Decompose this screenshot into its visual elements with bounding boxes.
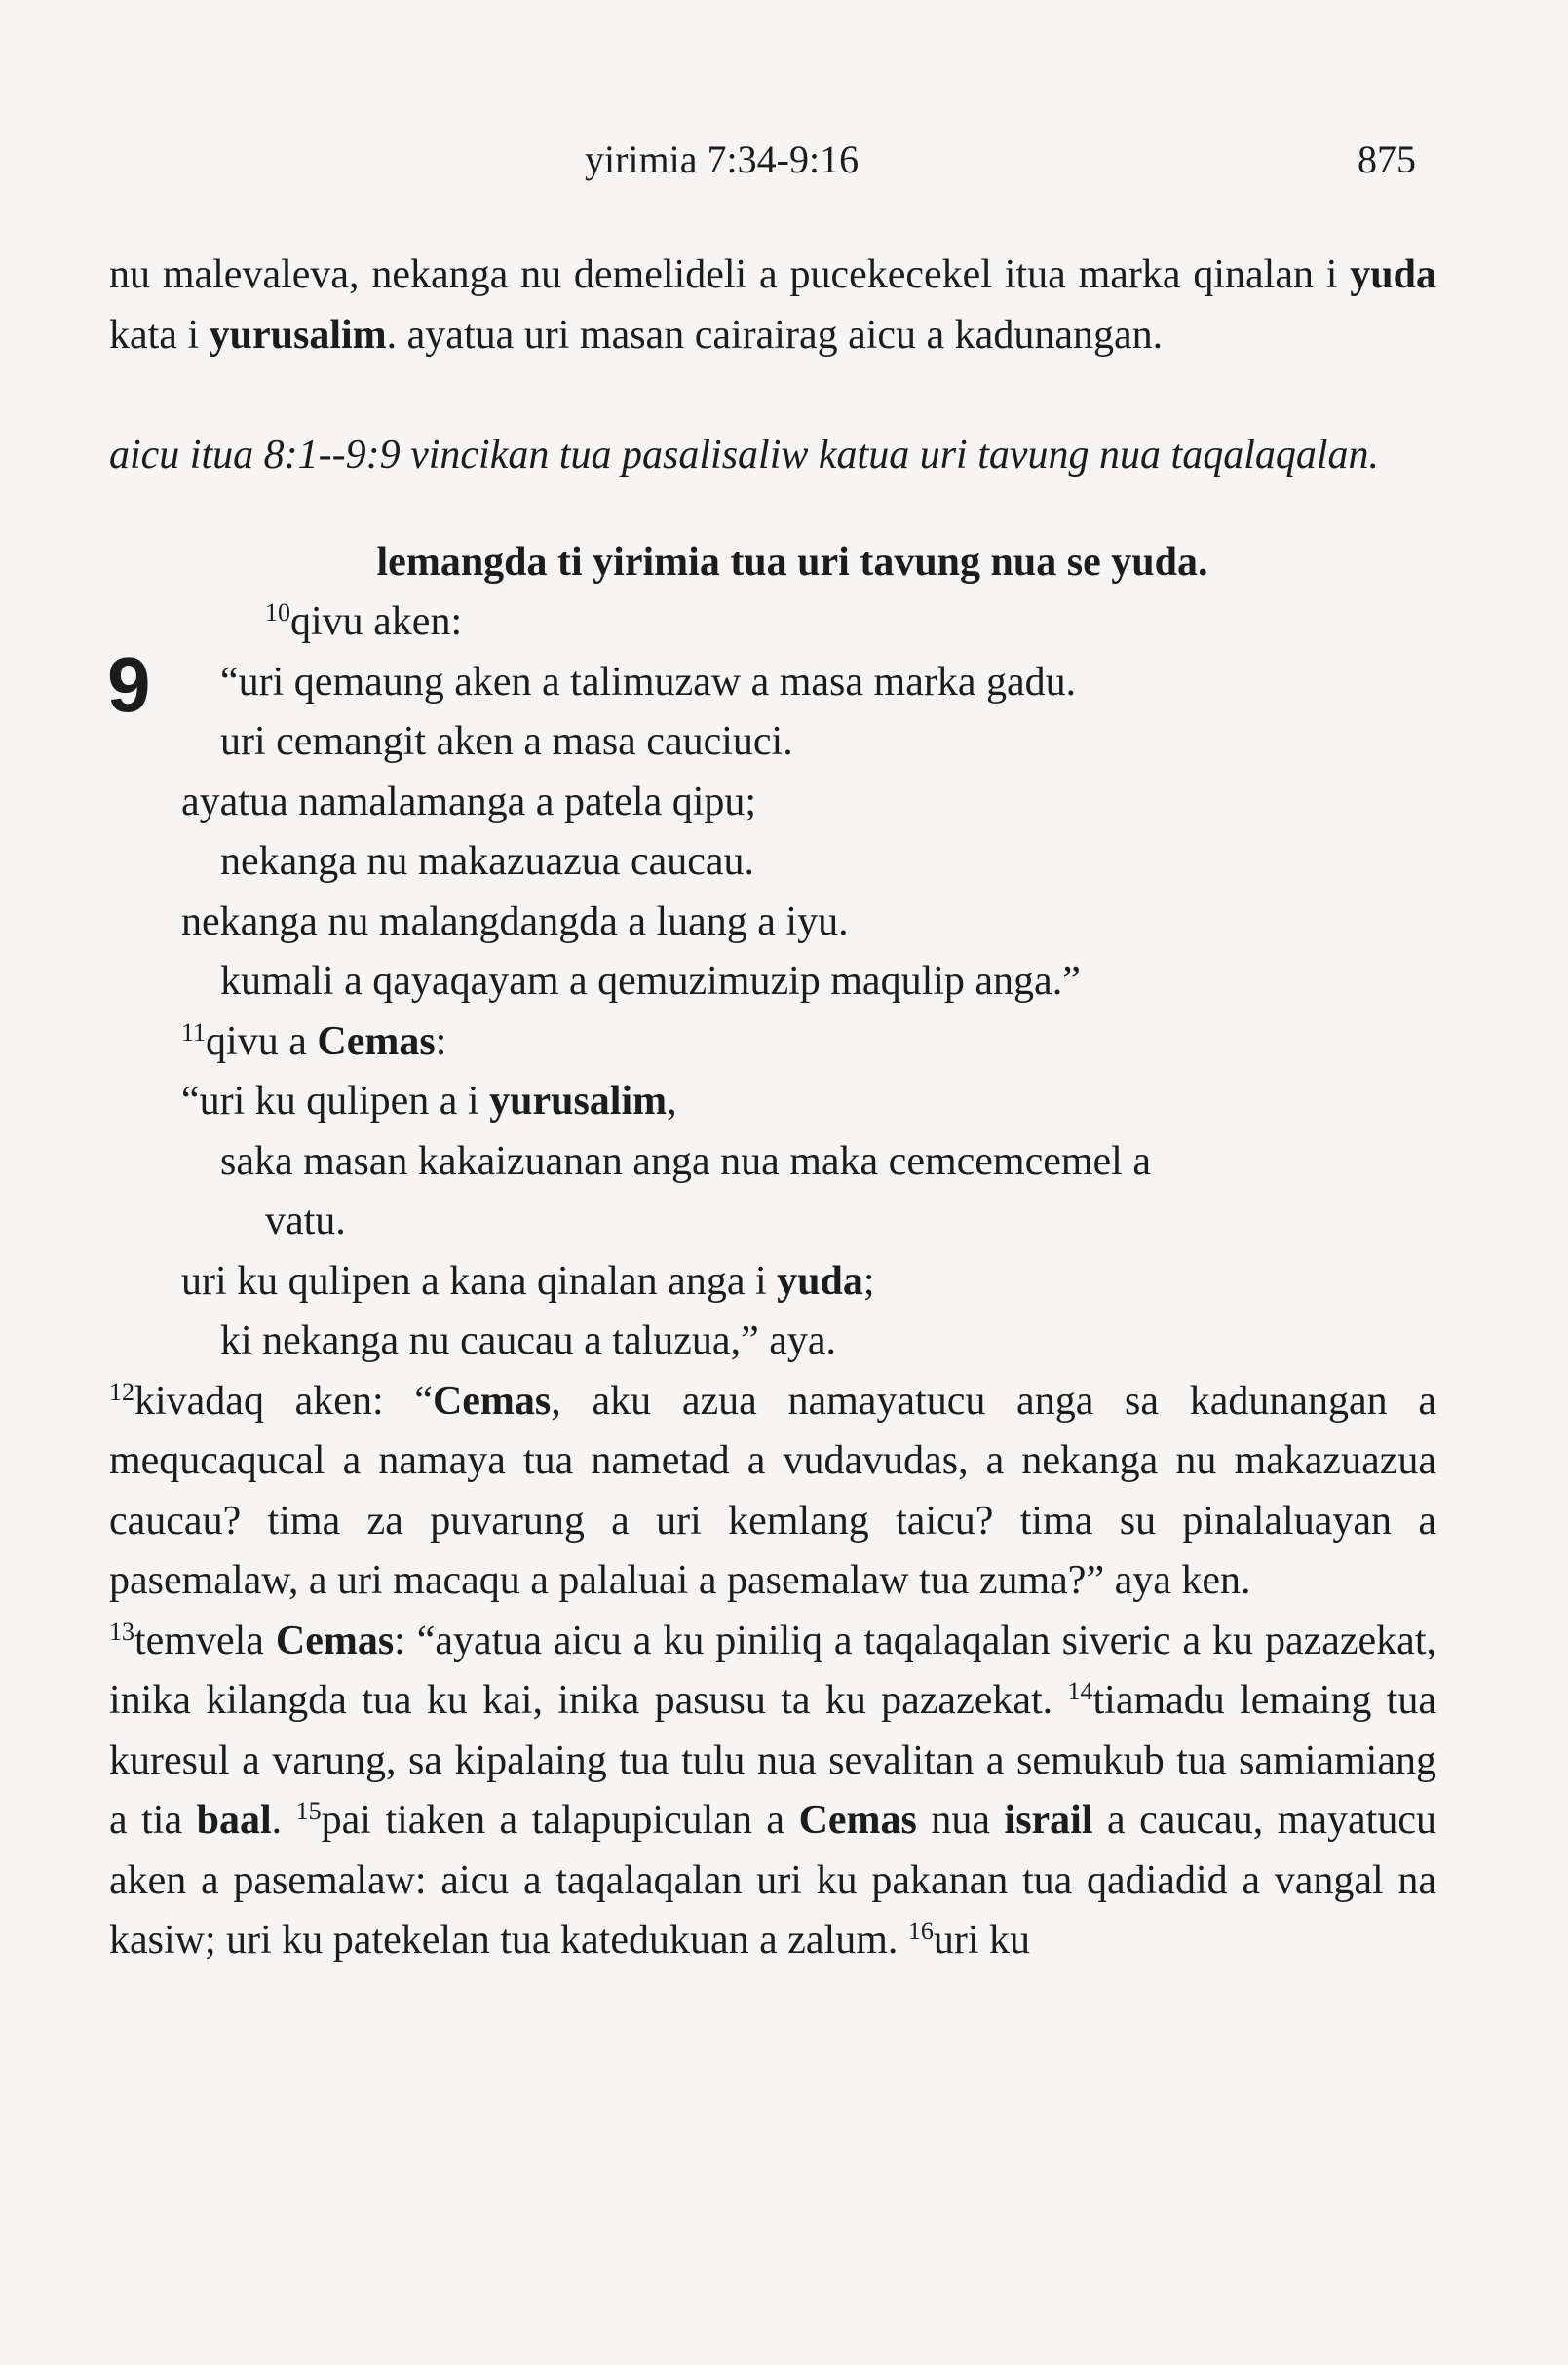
text-run: qivu aken: xyxy=(290,599,463,644)
text-run: “uri ku qulipen a i xyxy=(181,1079,490,1124)
text-run: uri ku qulipen a kana qinalan anga i xyxy=(181,1258,778,1304)
bold-term: Cemas xyxy=(798,1798,917,1843)
spacer xyxy=(109,365,1436,426)
text-run: kivadaq aken: “ xyxy=(134,1378,433,1424)
bold-term: baal xyxy=(196,1798,272,1843)
page-number: 875 xyxy=(1358,137,1416,181)
text-run: . xyxy=(271,1798,296,1843)
poetry-line: “uri qemaung aken a talimuzaw a masa marka gadu. xyxy=(220,659,1077,705)
poetry-line-continuation: vatu. xyxy=(265,1199,346,1243)
spacer xyxy=(109,486,1436,533)
poetry-line: ki nekanga nu caucau a taluzua,” aya. xyxy=(220,1318,836,1363)
verse-number: 15 xyxy=(295,1797,322,1825)
bold-term: yuda xyxy=(777,1258,863,1304)
text-run: uri ku xyxy=(933,1918,1031,1963)
verse-number: 16 xyxy=(907,1917,934,1945)
poetry-line xyxy=(109,1252,1436,1313)
text-run: ; xyxy=(862,1258,875,1304)
text-run: . ayatua uri masan cairairag aicu a kadunangan. xyxy=(386,312,1164,358)
verse-number: 10 xyxy=(265,598,290,627)
bold-term: israil xyxy=(1004,1798,1093,1843)
verse-number: 14 xyxy=(1067,1677,1093,1705)
verse-number: 13 xyxy=(109,1617,134,1646)
poetry-line: nekanga nu makazuazua caucau. xyxy=(220,839,755,884)
section-heading: lemangda ti yirimia tua uri tavung nua se yuda. xyxy=(376,539,1208,585)
running-header xyxy=(0,136,1568,195)
bold-term: Cemas xyxy=(317,1018,436,1064)
text-run: : xyxy=(435,1018,447,1064)
text-run: a caucau, mayatucu aken a pasemalaw: aicu a taqalaqalan uri ku pakanan tua qadiadid a vangal na kasiw; uri ku patekelan tua katedukuan a zalum. xyxy=(109,1798,1436,1963)
poetry-line: ayatua namalamanga a patela qipu; xyxy=(181,779,757,824)
text-run: pai tiaken a talapupiculan a xyxy=(321,1798,799,1843)
verse-12-paragraph xyxy=(109,1372,1436,1612)
poetry-line: nekanga nu malangdangda a luang a iyu. xyxy=(181,898,849,944)
editorial-note: aicu itua 8:1--9:9 vincikan tua pasalisaliw katua uri tavung nua taqalaqalan. xyxy=(109,433,1380,477)
text-run: temvela xyxy=(134,1618,276,1663)
text-run: : “ayatua aicu a ku piniliq a taqalaqalan siveric a ku pazazekat, inika kilangda tua ku kai, inika pasusu ta ku pazazekat. xyxy=(109,1618,1436,1723)
intro-paragraph xyxy=(109,246,1436,365)
verse-number: 12 xyxy=(109,1377,134,1406)
bold-term: Cemas xyxy=(432,1378,552,1424)
text-run: kata i xyxy=(109,312,210,358)
bold-term: yurusalim xyxy=(209,312,387,358)
text-body xyxy=(109,246,1436,1971)
verse-10-intro xyxy=(109,592,1436,653)
bold-term: yuda xyxy=(1350,252,1436,297)
chapter-9-poetry xyxy=(109,592,1436,1372)
verse-number: 11 xyxy=(181,1017,207,1047)
text-run: qivu a xyxy=(206,1018,318,1064)
poetry-line xyxy=(109,1072,1436,1132)
text-run: nu malevaleva, nekanga nu demelideli a pucekecekel itua marka qinalan i xyxy=(109,252,1351,297)
verse-11-intro xyxy=(109,1012,1436,1073)
chapter-number: 9 xyxy=(107,641,151,728)
running-title: yirimia 7:34-9:16 xyxy=(585,137,860,181)
text-run: , xyxy=(667,1079,677,1124)
bold-term: Cemas xyxy=(275,1618,395,1663)
text-run: tiamadu lemaing tua kuresul a varung, sa kipalaing tua tulu nua sevalitan a semukub tua samiamiang a tia xyxy=(109,1678,1436,1843)
text-run: , aku azua namayatucu anga sa kadunangan a mequcaqucal a namaya tua nametad a vudavudas, a nekanga nu makazuazua caucau? tima za puvarung a uri kemlang taicu? tima su pinalaluayan a pasemalaw, a uri macaqu a palaluai a pasemalaw tua zuma?” aya ken. xyxy=(109,1378,1436,1603)
verse-13-16-paragraph xyxy=(109,1612,1436,1971)
poetry-line: kumali a qayaqayam a qemuzimuzip maqulip anga.” xyxy=(220,959,1081,1004)
bold-term: yurusalim xyxy=(489,1079,668,1124)
text-run: nua xyxy=(916,1798,1005,1843)
poetry-line: uri cemangit aken a masa cauciuci. xyxy=(220,719,793,764)
poetry-line: saka masan kakaizuanan anga nua maka cemcemcemel a xyxy=(220,1138,1151,1184)
